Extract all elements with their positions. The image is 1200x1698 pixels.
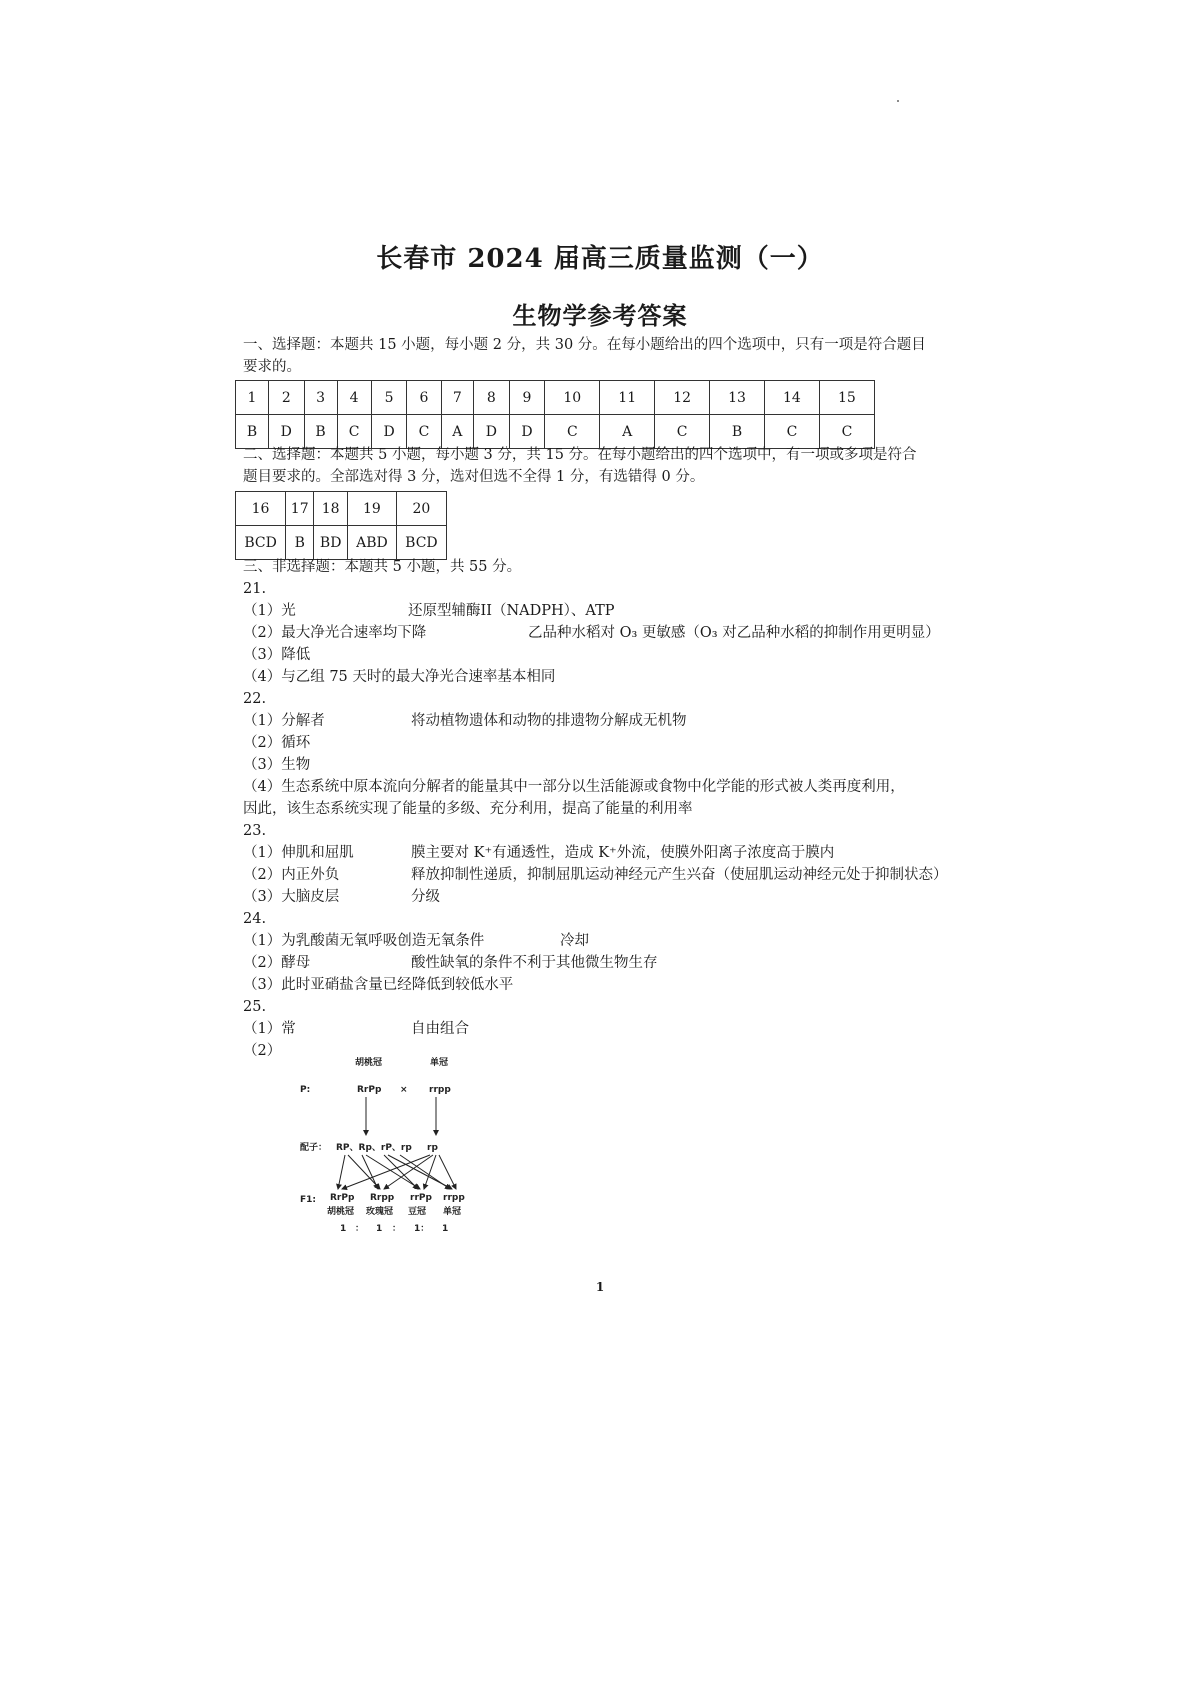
q24-answer-1b: 冷却 (560, 933, 589, 949)
f1-genotype: RrPp (330, 1193, 355, 1203)
section2-answer-table (235, 491, 447, 560)
q23-answer-3: （3）大脑皮层 (243, 889, 340, 905)
q25-answer-1: （1）常 (243, 1021, 296, 1037)
q21-number: 21. (243, 581, 267, 597)
q-number: 20 (396, 492, 446, 526)
q-answer: C (337, 415, 371, 449)
q24-answer-2: （2）酵母 (243, 955, 311, 971)
cross-arrow (384, 1155, 418, 1189)
q23-answer-1b: 膜主要对 K⁺有通透性，造成 K⁺外流，使膜外阳离子浓度高于膜内 (411, 845, 835, 861)
q25-answer-2: （2） (243, 1043, 282, 1059)
q-answer: D (371, 415, 407, 449)
cross-arrow (366, 1155, 420, 1189)
f1-phenotype: 豆冠 (408, 1207, 427, 1217)
p-label: P: (300, 1085, 311, 1095)
q21-answer-4: （4）与乙组 75 天时的最大净光合速率基本相同 (243, 669, 556, 685)
q23-number: 23. (243, 823, 267, 839)
q24-number: 24. (243, 911, 267, 927)
section2-instruction-line1: 二、选择题：本题共 5 小题，每小题 3 分，共 15 分。在每小题给出的四个选项中，有一项或多项是符合 (243, 447, 917, 463)
q25-answer-1b: 自由组合 (411, 1021, 469, 1037)
q-number: 16 (236, 492, 286, 526)
cross-arrow (338, 1155, 345, 1189)
section2-instruction-line2: 题目要求的。全部选对得 3 分，选对但选不全得 1 分，有选错得 0 分。 (243, 469, 705, 485)
ratio-value: 1 (442, 1224, 449, 1234)
q-number: 4 (337, 381, 371, 415)
page-title: 长春市 2024 届高三质量监测（一） (376, 244, 824, 274)
q-answer: A (441, 415, 473, 449)
q-number: 5 (371, 381, 407, 415)
q-number: 13 (710, 381, 765, 415)
page-subtitle: 生物学参考答案 (512, 301, 688, 330)
cross-arrow (342, 1155, 430, 1189)
ratio-value: 1 (376, 1224, 383, 1234)
q-number: 14 (764, 381, 819, 415)
q-number: 2 (268, 381, 304, 415)
q-answer: B (286, 526, 314, 560)
q-number: 1 (236, 381, 269, 415)
f1-genotype: rrPp (410, 1193, 432, 1203)
q22-answer-4: （4）生态系统中原本流向分解者的能量其中一部分以生活能源或食物中化学能的形式被人类再度利用， (243, 779, 905, 795)
q-answer: A (600, 415, 655, 449)
ratio-value: 1： (414, 1224, 430, 1234)
q-number: 19 (348, 492, 397, 526)
q22-answer-1: （1）分解者 (243, 713, 325, 729)
q-answer: D (509, 415, 545, 449)
page-number: 1 (595, 1280, 605, 1294)
q-number: 8 (474, 381, 510, 415)
q23-answer-1: （1）伸肌和屈肌 (243, 845, 354, 861)
q21-answer-1b: 还原型辅酶II（NADPH）、ATP (408, 603, 615, 619)
gamete-label: 配子： (300, 1143, 328, 1153)
q-answer: BD (314, 526, 348, 560)
q-answer: BCD (396, 526, 446, 560)
q-number: 17 (286, 492, 314, 526)
q-answer: B (710, 415, 765, 449)
q-number: 11 (600, 381, 655, 415)
q23-answer-2b: 释放抑制性递质，抑制屈肌运动神经元产生兴奋（使屈肌运动神经元处于抑制状态） (411, 867, 948, 883)
q-answer: ABD (348, 526, 397, 560)
f1-genotype: rrpp (443, 1193, 465, 1203)
f1-phenotype: 玫瑰冠 (366, 1207, 394, 1217)
parent2-genotype: rrpp (429, 1085, 451, 1095)
scan-speck (897, 100, 899, 102)
q22-answer-2: （2）循环 (243, 735, 311, 751)
q-answer: D (268, 415, 304, 449)
q22-answer-1b: 将动植物遗体和动物的排遗物分解成无机物 (411, 713, 687, 729)
q-number: 12 (655, 381, 710, 415)
q-answer: C (407, 415, 441, 449)
section2-answer-row (236, 526, 447, 560)
q21-answer-2b: 乙品种水稻对 O₃ 更敏感（O₃ 对乙品种水稻的抑制作用更明显） (528, 625, 940, 641)
section2-number-row (236, 492, 447, 526)
q21-answer-1: （1）光 (243, 603, 296, 619)
q-number: 6 (407, 381, 441, 415)
parent1-phenotype: 胡桃冠 (355, 1058, 383, 1068)
ratio-separator: ： (355, 1224, 365, 1234)
section1-number-row (236, 381, 875, 415)
genetic-cross-diagram (300, 1055, 530, 1245)
q24-answer-1: （1）为乳酸菌无氧呼吸创造无氧条件 (243, 933, 485, 949)
q-number: 9 (509, 381, 545, 415)
q21-answer-3: （3）降低 (243, 647, 311, 663)
q21-answer-2: （2）最大净光合速率均下降 (243, 625, 427, 641)
q23-answer-3b: 分级 (411, 889, 440, 905)
q-answer: C (764, 415, 819, 449)
q-number: 10 (545, 381, 600, 415)
q24-answer-2b: 酸性缺氧的条件不利于其他微生物生存 (411, 955, 658, 971)
q-answer: C (655, 415, 710, 449)
ratio-value: 1 (340, 1224, 347, 1234)
q-number: 7 (441, 381, 473, 415)
q-answer: C (545, 415, 600, 449)
q22-number: 22. (243, 691, 267, 707)
f1-label: F1: (300, 1195, 317, 1205)
q-answer: B (236, 415, 269, 449)
q-number: 3 (304, 381, 337, 415)
parent2-phenotype: 单冠 (430, 1058, 449, 1068)
parent1-gametes: RP、Rp、rP、rp (336, 1143, 412, 1153)
q-answer: D (474, 415, 510, 449)
q22-answer-3: （3）生物 (243, 757, 311, 773)
q23-answer-2: （2）内正外负 (243, 867, 340, 883)
parent1-genotype: RrPp (357, 1085, 382, 1095)
q-number: 18 (314, 492, 348, 526)
section3-heading: 三、非选择题：本题共 5 小题，共 55 分。 (243, 559, 522, 575)
q25-number: 25. (243, 999, 267, 1015)
f1-phenotype: 胡桃冠 (327, 1207, 355, 1217)
q-answer: B (304, 415, 337, 449)
q22-answer-4b: 因此，该生态系统实现了能量的多级、充分利用，提高了能量的利用率 (243, 801, 693, 817)
q-answer: BCD (236, 526, 286, 560)
section1-answer-table (235, 380, 875, 449)
q24-answer-3: （3）此时亚硝盐含量已经降低到较低水平 (243, 977, 514, 993)
q-answer: C (819, 415, 874, 449)
parent2-gamete: rp (427, 1143, 438, 1153)
ratio-separator: ： (392, 1224, 402, 1234)
section1-instruction-line1: 一、选择题：本题共 15 小题，每小题 2 分，共 30 分。在每小题给出的四个选项中，只有一项是符合题目 (243, 337, 926, 353)
cross-symbol: × (400, 1085, 408, 1095)
q-number: 15 (819, 381, 874, 415)
f1-genotype: Rrpp (370, 1193, 395, 1203)
section1-instruction-line2: 要求的。 (243, 359, 301, 375)
f1-phenotype: 单冠 (443, 1207, 462, 1217)
